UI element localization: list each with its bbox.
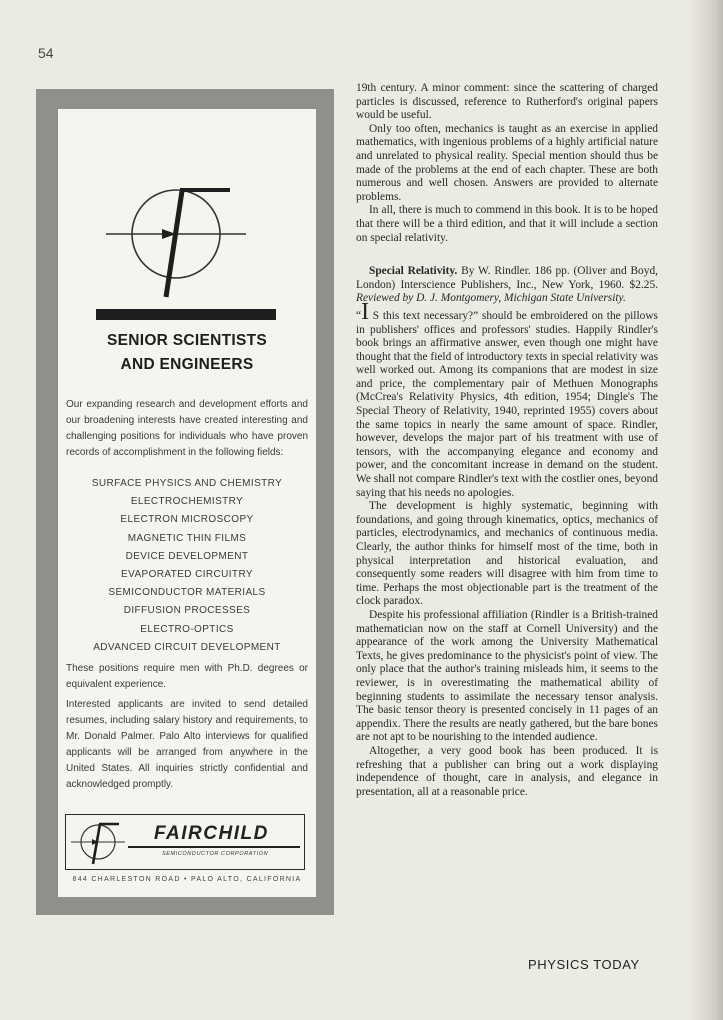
opening-paragraph-text: S this text necessary?” should be embroidered on the pillows in publishers' offices and professors' studies. Happily Rindler's book brings an affirmative answer, even though one might have thought that the field of introductory texts in special relativity was well worked out. Among its companions that are modest in size and price, the complementary pair of Methuen Monographs (McCrea's Relativity Physics, 4th edition, 1954; Dingle's The Special Theory of Relativity, 1940, reprinted 1955) covers about the same topics in nearly the same amount of space. Rindler, however, develops the major part of his treatment with use of tensors, with the accompanying elegance and economy and power, and the concomitant increase in demand on the student. We shall not compare Rindler's text with the costlier ones, beyond saying that his needs no apologies.: [356, 309, 658, 499]
review-book-title: Special Relativity.: [369, 265, 458, 278]
logo-underline-bar: [96, 309, 276, 320]
ad-headline: [58, 329, 316, 377]
advertisement-panel: [58, 109, 316, 897]
brand-underline: [128, 846, 300, 848]
field-item: ELECTRO-OPTICS: [140, 623, 234, 635]
field-item: EVAPORATED CIRCUITRY: [121, 569, 253, 581]
field-item: MAGNETIC THIN FILMS: [127, 532, 247, 544]
company-address: 844 CHARLESTON ROAD • PALO ALTO, CALIFORNIA: [72, 876, 302, 883]
page-number: 54: [38, 45, 54, 61]
review-paragraph: Despite his professional affiliation (Rindler is a British-trained mathematician now on the staff at Cornell University) and the appearance of the work among the University Mathematical Texts, he gives predominance to the physicist's point of view. The only place that the author's training misleads him, it seems to the reviewer, is in overestimating the mathematical ability of beginning students to assimilate the necessary tensor analysis. The basic tensor theory is presented concisely in 11 pages of an appendix. There the results are neatly gathered, but the bare bones are not apt to be nourishing to the intended audience.: [356, 608, 658, 744]
ad-requirement-text: These positions require men with Ph.D. degrees or equivalent experience.: [66, 663, 308, 690]
field-item: SURFACE PHYSICS AND CHEMISTRY: [91, 478, 283, 489]
brand-name: FAIRCHILD: [154, 823, 269, 844]
review-paragraph: 19th century. A minor comment: since the scattering of charged particles is discussed, reference to Rutherford's original papers would be useful.: [356, 82, 658, 122]
review-book-details: By W. Rindler. 186 pp. (Oliver and Boyd, London) Interscience Publishers, Inc., New York, 1960. $2.25.: [356, 265, 658, 291]
opening-quote: “: [356, 309, 362, 322]
review-paragraph: In all, there is much to commend in this book. It is to be hoped that there will be a third edition, and that it will include a section on special relativity.: [356, 204, 658, 244]
headline-line-2: AND ENGINEERS: [120, 356, 254, 373]
review-heading: [356, 265, 658, 306]
fairchild-logo-icon: [106, 179, 246, 299]
fairchild-small-logo-icon: [71, 819, 125, 865]
field-item: ELECTRON MICROSCOPY: [120, 514, 254, 526]
field-item: SEMICONDUCTOR MATERIALS: [108, 587, 266, 599]
headline-line-1: SENIOR SCIENTISTS: [106, 332, 268, 349]
fairchild-advertisement: [36, 89, 334, 915]
field-item: ELECTROCHEMISTRY: [130, 496, 244, 508]
brand-subtitle: SEMICONDUCTOR CORPORATION: [162, 851, 269, 857]
ad-intro-text: Our expanding research and development efforts and our broadening interests have created interesting and challenging positions for individuals who have proven records of accomplishment in the following fields:: [66, 399, 308, 458]
review-paragraph: Altogether, a very good book has been produced. It is refreshing that a publisher can bring out a work displaying independence of thought, care in analysis, and elegance in presentation, all at a reasonable price.: [356, 744, 658, 798]
section-spacer: [356, 245, 658, 265]
book-review-column: [356, 82, 658, 799]
field-item: DEVICE DEVELOPMENT: [125, 550, 249, 562]
field-item: DIFFUSION PROCESSES: [123, 605, 251, 617]
review-paragraph: Only too often, mechanics is taught as an exercise in applied mathematics, with ingenious problems of a highly artificial nature and unrelated to physical reality. Special mention should thus be made of the problems at the end of each chapter. These are both numerous and well chosen. Answers are provided to alternate problems.: [356, 122, 658, 203]
review-paragraph: The development is highly systematic, beginning with foundations, and going through kinematics, optics, mechanics of particles, electrodynamics, and mechanics of continuous media. Clearly, the author thinks for himself most of the time, both in physical interpretation and historical evaluation, and consequently some readers will disagree with him from time to time. Perhaps the most objectionable part is the treatment of the clock paradox.: [356, 500, 658, 608]
fairchild-signature-box: [65, 814, 305, 870]
drop-cap: I: [361, 298, 370, 325]
research-fields-list: [58, 475, 316, 657]
field-item: ADVANCED CIRCUIT DEVELOPMENT: [93, 641, 281, 653]
review-reviewer: Reviewed by D. J. Montgomery, Michigan State University.: [356, 292, 626, 305]
journal-footer: PHYSICS TODAY: [528, 957, 640, 972]
page-edge-shadow: [689, 0, 723, 1020]
ad-application-text: Interested applicants are invited to send detailed resumes, including salary history and requirements, to Mr. Donald Palmer. Palo Alto interviews for qualified applicants will be arranged from anywhere in the United States. All inquiries strictly confidential and acknowledged promptly.: [66, 699, 308, 790]
